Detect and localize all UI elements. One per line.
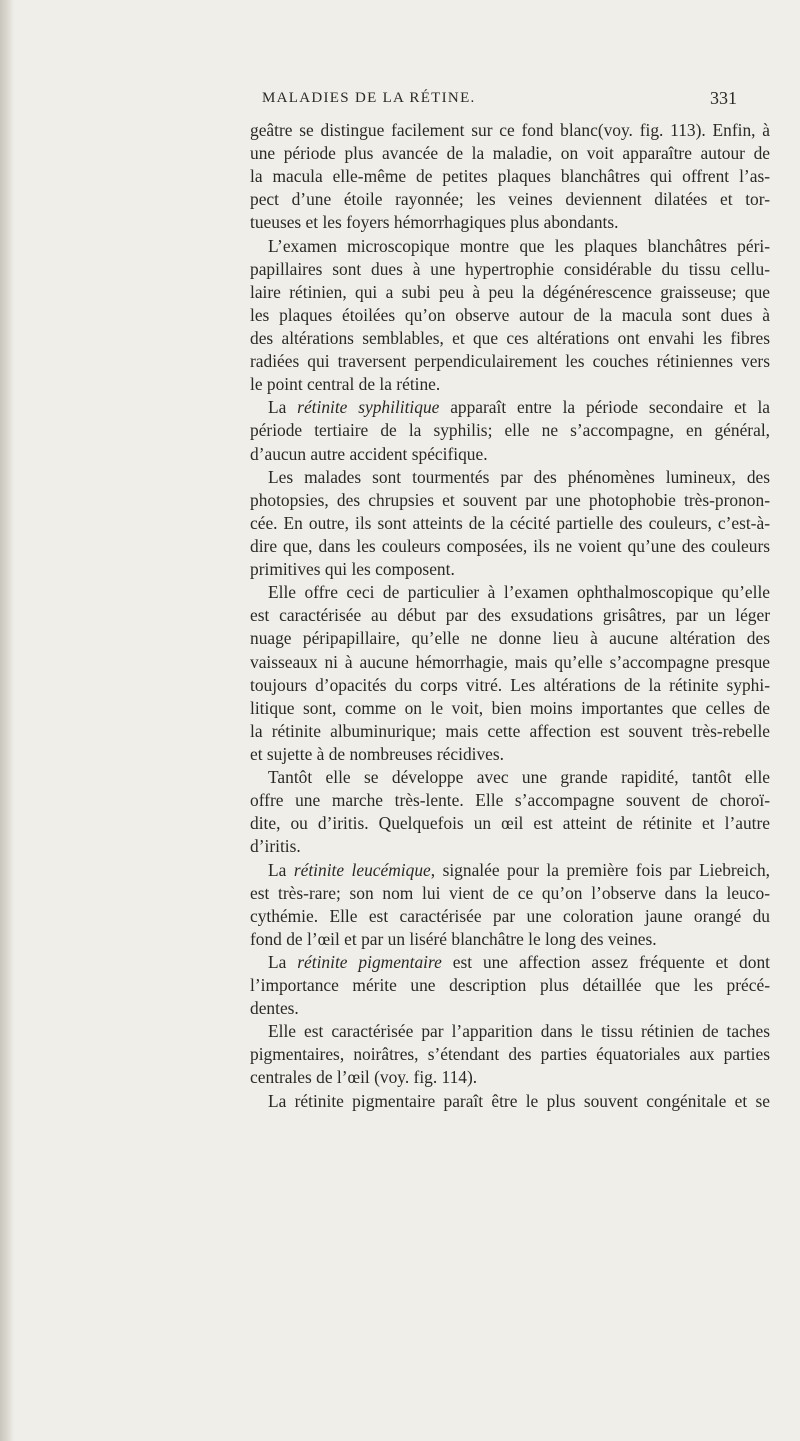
text-line bbox=[250, 466, 770, 489]
text-line bbox=[250, 951, 770, 974]
text-run: La bbox=[268, 951, 298, 972]
text-run: La bbox=[268, 859, 294, 880]
text-run: la macula elle-même de petites plaques blanchâtres qui offrent l’as- bbox=[250, 166, 770, 187]
text-run: La bbox=[268, 397, 298, 418]
text-line bbox=[250, 1043, 770, 1066]
text-line bbox=[250, 674, 770, 697]
text-run: pigmentaires, noirâtres, s’étendant des parties équatoriales aux parties bbox=[250, 1044, 770, 1065]
text-run: dite, ou d’iritis. Quelquefois un œil est atteint de rétinite et l’autre bbox=[250, 813, 770, 834]
text-run: période tertiaire de la syphilis; elle ne s’accompagne, en général, bbox=[250, 420, 770, 441]
text-run: la rétinite albuminurique; mais cette affection est souvent très-rebelle bbox=[250, 720, 770, 741]
text-run: Tantôt elle se développe avec une grande rapidité, tantôt elle bbox=[268, 767, 770, 788]
text-line bbox=[250, 835, 770, 858]
text-run: le point central de la rétine. bbox=[250, 374, 441, 395]
text-line bbox=[250, 928, 770, 951]
text-line bbox=[250, 651, 770, 674]
text-line bbox=[250, 766, 770, 789]
text-run: des altérations semblables, et que ces altérations ont envahi les fibres bbox=[250, 327, 770, 348]
text-line bbox=[250, 581, 770, 604]
text-run: La rétinite pigmentaire paraît être le plus souvent congénitale et se bbox=[268, 1090, 770, 1111]
text-line bbox=[250, 327, 770, 350]
text-run: geâtre se distingue facilement sur ce fond blanc(voy. fig. 113). Enfin, à bbox=[250, 120, 770, 140]
text-line bbox=[250, 304, 770, 327]
text-line bbox=[250, 859, 770, 882]
text-line bbox=[250, 188, 770, 211]
text-line bbox=[250, 512, 770, 535]
text-run: cythémie. Elle est caractérisée par une coloration jaune orangé du bbox=[250, 905, 770, 926]
page-number: 331 bbox=[710, 88, 737, 108]
text-run: vaisseaux ni à aucune hémorrhagie, mais qu’elle s’accompagne presque bbox=[250, 651, 770, 672]
text-line bbox=[250, 789, 770, 812]
text-line bbox=[250, 974, 770, 997]
italic-term: rétinite pigmentaire bbox=[297, 951, 442, 972]
text-run: nuage péripapillaire, qu’elle ne donne lieu à aucune altération des bbox=[250, 628, 770, 649]
running-head: MALADIES DE LA RÉTINE. bbox=[262, 90, 476, 106]
text-line bbox=[250, 627, 770, 650]
text-run: , signalée pour la première fois par Liebreich, bbox=[430, 859, 770, 880]
body-text bbox=[250, 119, 770, 1113]
text-run: Les malades sont tourmentés par des phénomènes lumineux, des bbox=[268, 466, 770, 487]
text-line bbox=[250, 373, 770, 396]
text-line bbox=[250, 697, 770, 720]
text-line bbox=[250, 119, 770, 142]
text-line bbox=[250, 396, 770, 419]
text-run: pect d’une étoile rayonnée; les veines deviennent dilatées et tor- bbox=[250, 189, 770, 210]
text-run: L’examen microscopique montre que les plaques blanchâtres péri- bbox=[268, 235, 770, 256]
text-line bbox=[250, 443, 770, 466]
text-line bbox=[250, 211, 770, 234]
text-run: d’iritis. bbox=[250, 836, 301, 857]
text-run: et sujette à de nombreuses récidives. bbox=[250, 743, 505, 764]
text-run: d’aucun autre accident spécifique. bbox=[250, 443, 488, 464]
text-line bbox=[250, 281, 770, 304]
italic-term: rétinite leucémique bbox=[293, 859, 431, 880]
text-line bbox=[250, 812, 770, 835]
text-line bbox=[250, 997, 770, 1020]
text-run: est une affection assez fréquente et dont bbox=[441, 951, 770, 972]
text-line bbox=[250, 489, 770, 512]
text-line bbox=[250, 1066, 770, 1089]
text-line bbox=[250, 258, 770, 281]
text-run: tueuses et les foyers hémorrhagiques plus abondants. bbox=[250, 212, 619, 233]
text-run: radiées qui traversent perpendiculairement les couches rétiniennes vers bbox=[250, 351, 770, 372]
text-line bbox=[250, 1090, 770, 1113]
text-run: centrales de l’œil (voy. fig. 114). bbox=[250, 1067, 478, 1088]
text-run: litique sont, comme on le voit, bien moins importantes que celles de bbox=[250, 697, 770, 718]
text-line bbox=[250, 604, 770, 627]
text-line bbox=[250, 350, 770, 373]
text-run: fond de l’œil et par un liséré blanchâtre le long des veines. bbox=[250, 928, 657, 949]
text-run: l’importance mérite une description plus détaillée que les précé- bbox=[250, 975, 770, 996]
text-line bbox=[250, 1020, 770, 1043]
text-run: une période plus avancée de la maladie, on voit apparaître autour de bbox=[250, 143, 770, 164]
text-run: Elle est caractérisée par l’apparition dans le tissu rétinien de taches bbox=[268, 1021, 770, 1042]
text-run: les plaques étoilées qu’on observe autour de la macula sont dues à bbox=[250, 304, 770, 325]
text-line bbox=[250, 142, 770, 165]
text-line bbox=[250, 235, 770, 258]
page-header bbox=[262, 88, 737, 112]
text-run: toujours d’opacités du corps vitré. Les altérations de la rétinite syphi- bbox=[250, 674, 770, 695]
text-run: papillaires sont dues à une hypertrophie considérable du tissu cellu- bbox=[250, 258, 770, 279]
text-run: offre une marche très-lente. Elle s’accompagne souvent de choroï- bbox=[250, 790, 770, 811]
text-line bbox=[250, 882, 770, 905]
text-run: laire rétinien, qui a subi peu à peu la dégénérescence graisseuse; que bbox=[250, 281, 770, 302]
text-line bbox=[250, 720, 770, 743]
text-line bbox=[250, 535, 770, 558]
text-run: est très-rare; son nom lui vient de ce qu’on l’observe dans la leuco- bbox=[250, 882, 770, 903]
text-run: est caractérisée au début par des exsudations grisâtres, par un léger bbox=[250, 605, 770, 626]
text-line bbox=[250, 558, 770, 581]
text-run: cée. En outre, ils sont atteints de la cécité partielle des couleurs, c’est-à- bbox=[250, 512, 770, 533]
text-run: apparaît entre la période secondaire et la bbox=[439, 397, 770, 418]
text-line bbox=[250, 743, 770, 766]
text-run: Elle offre ceci de particulier à l’examen ophthalmoscopique qu’elle bbox=[268, 582, 770, 603]
text-line bbox=[250, 165, 770, 188]
text-run: photopsies, des chrupsies et souvent par une photophobie très-pronon- bbox=[250, 489, 770, 510]
text-run: dire que, dans les couleurs composées, ils ne voient qu’une des couleurs bbox=[250, 535, 770, 556]
text-run: primitives qui les composent. bbox=[250, 559, 455, 580]
italic-term: rétinite syphilitique bbox=[297, 397, 440, 418]
text-line bbox=[250, 905, 770, 928]
text-line bbox=[250, 419, 770, 442]
text-run: dentes. bbox=[250, 998, 299, 1019]
book-spine-shadow bbox=[0, 0, 14, 1441]
